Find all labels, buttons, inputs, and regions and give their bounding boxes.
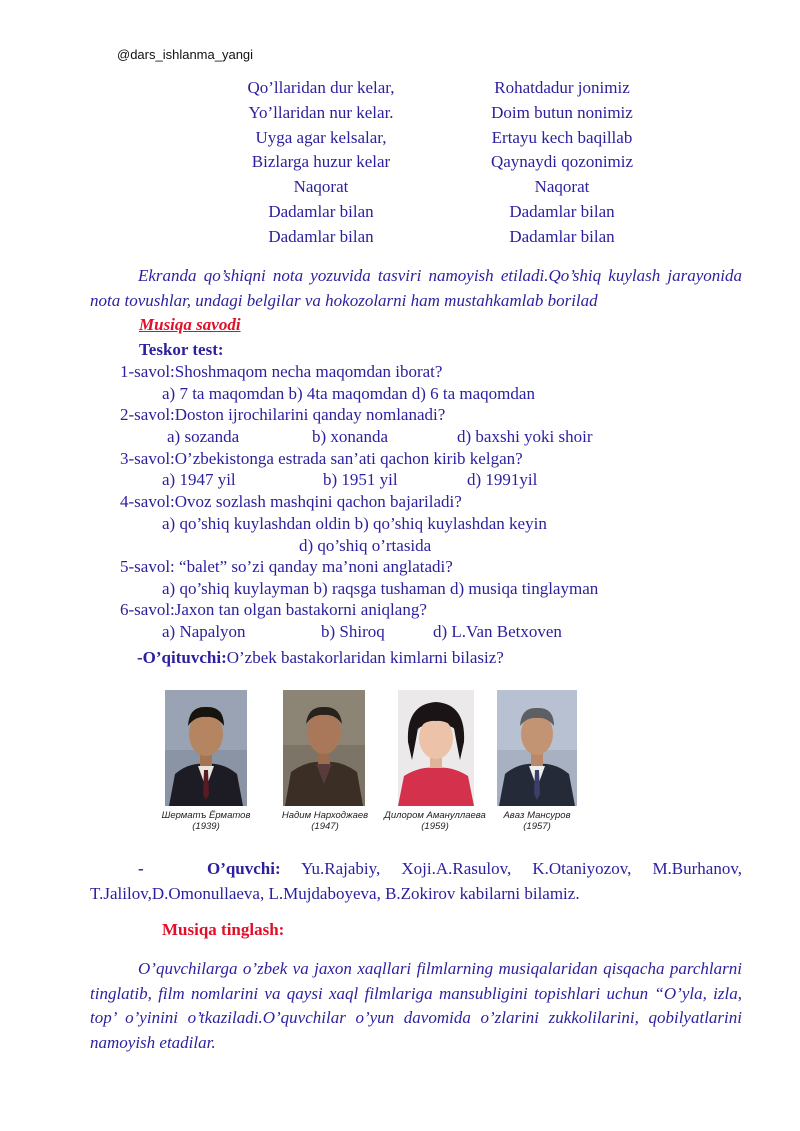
poem-line: Doim butun nonimiz (491, 102, 633, 122)
teacher-question: O’zbek bastakorlaridan kimlarni bilasiz? (226, 648, 504, 667)
quiz-answers-5: a) qo’shiq kuylayman b) raqsga tushaman d) musiqa tinglayman (162, 579, 599, 598)
portrait-year: (1959) (421, 821, 449, 832)
portrait-photo (283, 690, 365, 806)
quiz-question-2: 2-savol:Doston ijrochilarini qanday nomlanadi? (120, 405, 446, 424)
poem-line: Uyga agar kelsalar, (255, 127, 387, 147)
quiz-question-1: 1-savol:Shoshmaqom necha maqomdan iborat? (120, 362, 443, 381)
portrait-name: Дилором Амануллаева (384, 810, 486, 821)
portrait-photo (497, 690, 577, 806)
poem-line: Ertayu kech baqillab (491, 127, 633, 147)
quiz-question-6: 6-savol:Jaxon tan olgan bastakorni aniqlang? (120, 600, 427, 619)
student-label: O’quvchi: (206, 859, 281, 878)
poem-line: Qaynaydi qozonimiz (490, 152, 634, 172)
quiz-answer-2b: b) xonanda (312, 427, 389, 446)
portrait-year: (1947) (311, 821, 339, 832)
portrait-name: Надим Нарходжаев (281, 810, 369, 821)
poem-line: Dadamlar bilan (268, 226, 374, 246)
quiz-question-4: 4-savol:Ovoz sozlash mashqini qachon bajariladi? (120, 492, 462, 511)
quiz-answers-1: a) 7 ta maqomdan b) 4ta maqomdan d) 6 ta maqomdan (162, 384, 535, 403)
teacher-line (137, 648, 504, 668)
portrait-caption (382, 810, 488, 832)
intro-paragraph: Ekranda qo’shiqni nota yozuvida tasviri namoyish etiladi.Qo’shiq kuylash jarayonida nota tovushlar, undagi belgilar va hokozolarni ham mustahkamlab borilad (90, 266, 742, 310)
quiz-title: Teskor test: (139, 340, 224, 359)
portrait-photo (165, 690, 247, 806)
poem-line: Yo’llaridan nur kelar. (248, 102, 394, 122)
portrait-caption (492, 810, 582, 832)
quiz-answers-4ab: a) qo’shiq kuylashdan oldin b) qo’shiq kuylashdan keyin (162, 514, 547, 533)
quiz-answer-4d: d) qo’shiq o’rtasida (299, 536, 432, 555)
poem-line: Bizlarga huzur kelar (251, 152, 391, 172)
quiz-answer-6b: b) Shiroq (321, 622, 385, 641)
portrait-caption (274, 810, 376, 832)
poem-line: Qo’llaridan dur kelar, (247, 78, 395, 97)
section-title-musiqa-savodi: Musiqa savodi (139, 315, 241, 334)
quiz-answer-6a: a) Napalyon (162, 622, 246, 641)
student-answer-text: Yu.Rajabiy, Xoji.A.Rasulov, K.Otaniyozov, M.Burhanov, T.Jalilov,D.Omonullaeva, L.Mujdaboyeva, B.Zokirov kabilarni bilamiz. (90, 859, 742, 903)
quiz-question-5: 5-savol: “balet” so’zi qanday ma’noni anglatadi? (120, 557, 453, 576)
section-title-musiqa-tinglash: Musiqa tinglash: (162, 920, 285, 939)
poem-line: Dadamlar bilan (509, 226, 615, 246)
student-dash: - (138, 859, 144, 878)
watermark: @dars_ishlanma_yangi (117, 47, 254, 62)
quiz-answer-2d: d) baxshi yoki shoir (457, 427, 593, 446)
quiz-answer-3a: a) 1947 yil (162, 470, 236, 489)
portrait-year: (1957) (523, 821, 551, 832)
poem-left-column (230, 76, 412, 250)
portrait-name: Шерматъ Ёрматов (161, 810, 251, 821)
poem-line: Dadamlar bilan (509, 201, 615, 221)
student-answer (90, 856, 742, 906)
quiz-answer-2a: a) sozanda (167, 427, 240, 446)
quiz-answer-6d: d) L.Van Betxoven (433, 622, 562, 641)
poem-refrain: Naqorat (293, 177, 349, 197)
closing-paragraph: O’quvchilarga o’zbek va jaxon xaqllari filmlarning musiqalaridan qisqacha parchlarni tinglatib, film nomlarini va qaysi xaql filmlariga mansubligini topishlari uchun “O’yla, izla, top’ o’yinini o’tkaziladi.O’quvchilar o’yun davomida o’zlarini zukkolilarini, qobilyatlarini namoyish etadilar. (90, 959, 742, 1052)
poem-line: Dadamlar bilan (268, 201, 374, 221)
portrait-name: Авaз Мансуров (503, 810, 571, 821)
portrait-year: (1939) (192, 821, 220, 832)
quiz-question-3: 3-savol:O’zbekistonga estrada san’ati qachon kirib kelgan? (120, 449, 523, 468)
poem-right-column (472, 76, 652, 250)
poem-refrain: Naqorat (534, 177, 590, 197)
quiz-answer-3d: d) 1991yil (467, 470, 538, 489)
poem-line: Rohatdadur jonimiz (494, 78, 630, 97)
teacher-dash: - (137, 648, 143, 667)
portrait-photo (398, 690, 474, 806)
quiz-answer-3b: b) 1951 yil (323, 470, 398, 489)
portrait-caption (160, 810, 252, 832)
teacher-label: O’qituvchi: (142, 648, 227, 667)
